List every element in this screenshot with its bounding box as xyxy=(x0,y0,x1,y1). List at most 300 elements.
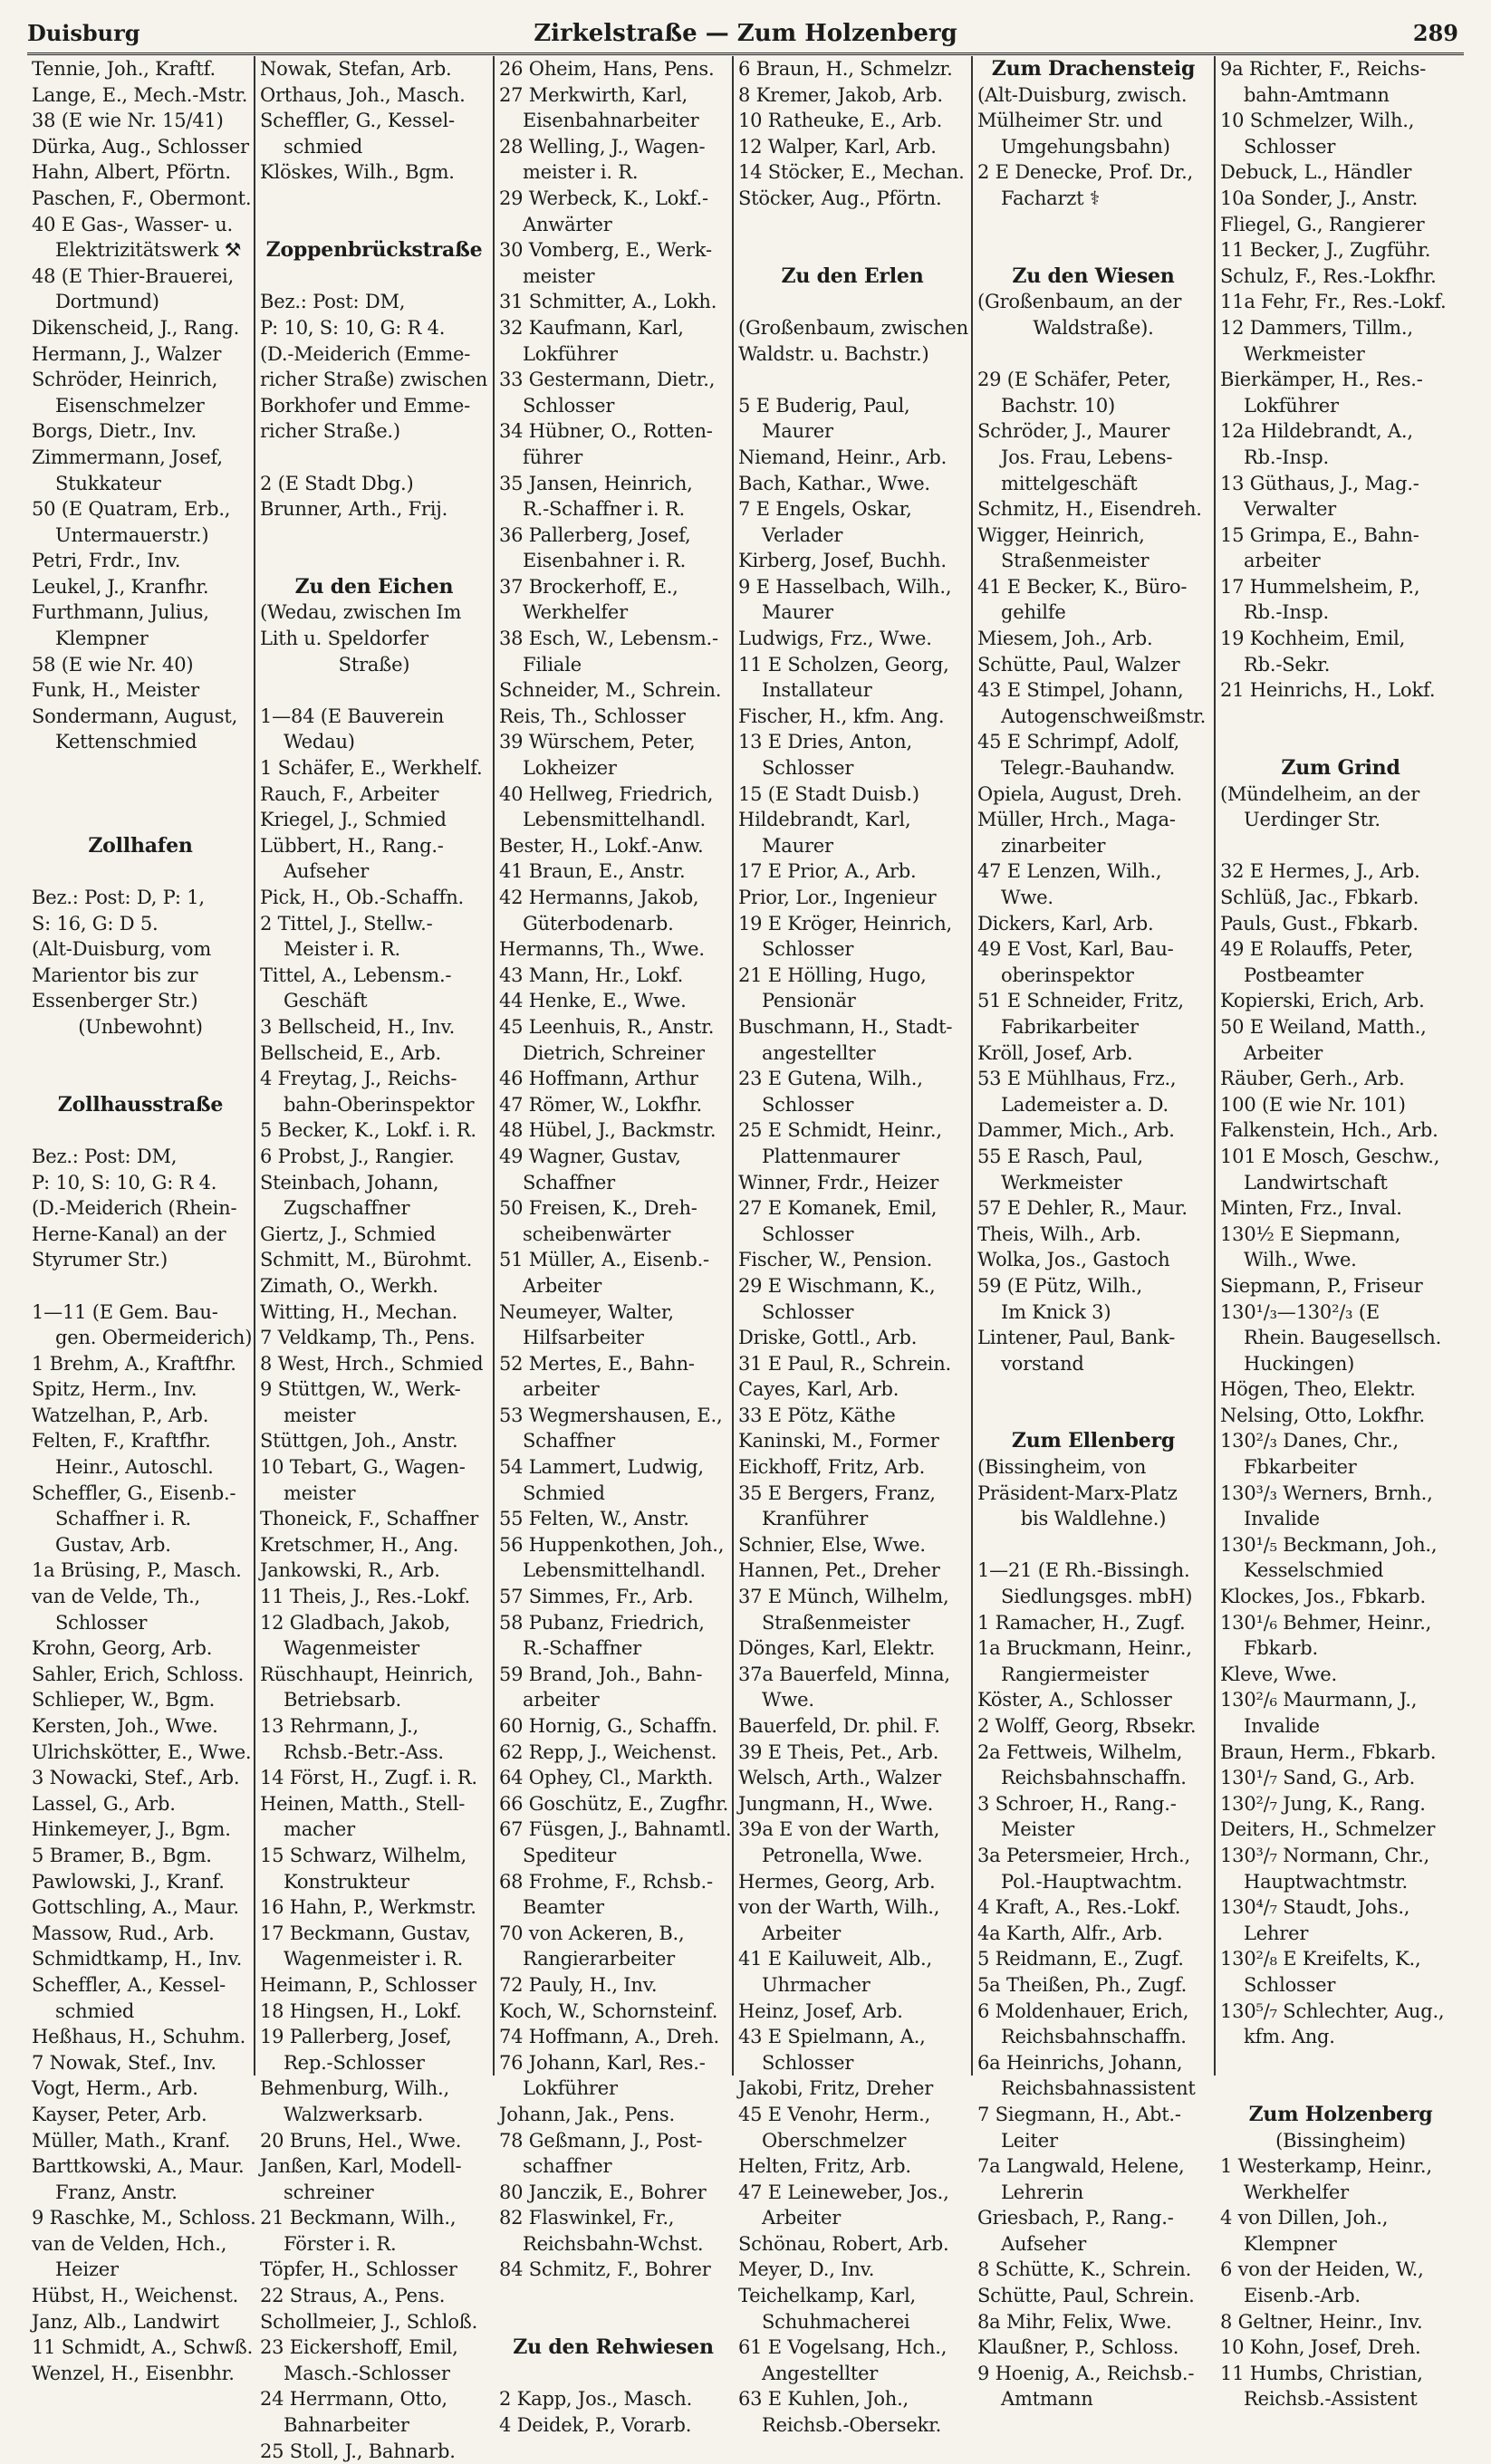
resident-entry: Fischer, W., Pension. xyxy=(738,1249,933,1271)
resident-entry: 11a Fehr, Fr., Res.-Lokf. xyxy=(1220,291,1447,313)
resident-entry: 14 Stöcker, E., Mechan. xyxy=(738,161,965,184)
entry-continuation: angestellter xyxy=(762,1041,876,1064)
entry-continuation: Reichsbahnschaffn. xyxy=(1001,1767,1187,1789)
resident-entry: 36 Pallerberg, Josef, xyxy=(499,523,691,546)
resident-entry: 46 Hoffmann, Arthur xyxy=(499,1068,698,1090)
resident-entry: 74 Hoffmann, A., Dreh. xyxy=(499,2026,720,2048)
resident-entry: 6 Moldenhauer, Erich, xyxy=(977,1999,1189,2022)
resident-entry: 5 E Buderig, Paul, xyxy=(738,394,910,417)
entry-continuation: Spediteur xyxy=(523,1844,617,1866)
entry-continuation: Kesselschmied xyxy=(1244,1559,1384,1582)
entry-continuation: Förster i. R. xyxy=(284,2232,397,2255)
resident-entry: 42 Hermanns, Jakob, xyxy=(499,887,699,908)
entry-continuation: Meister i. R. xyxy=(284,938,400,961)
resident-entry: (Alt-Duisburg, vom xyxy=(32,938,212,961)
entry-continuation: Invalide xyxy=(1244,1715,1320,1737)
entry-continuation: Schaffner xyxy=(523,1171,615,1194)
resident-entry: 44 Henke, E., Wwe. xyxy=(499,990,687,1012)
resident-entry: 13 Güthaus, J., Mag.- xyxy=(1220,472,1419,494)
street-note: (Unbewohnt) xyxy=(78,1015,203,1038)
entry-continuation: Schaffner xyxy=(523,1430,615,1453)
spacer xyxy=(1220,2076,1461,2102)
resident-entry: Schlüß, Jac., Fbkarb. xyxy=(1220,887,1419,908)
resident-entry: Koch, W., Schornsteinf. xyxy=(499,1999,718,2022)
resident-entry: 45 E Schrimpf, Adolf, xyxy=(977,731,1180,753)
resident-entry: S: 16, G: D 5. xyxy=(32,912,159,935)
resident-entry: 11 Becker, J., Zugführ. xyxy=(1220,239,1431,262)
resident-entry: Hannen, Pet., Dreher xyxy=(738,1559,940,1582)
resident-entry: 25 E Schmidt, Heinr., xyxy=(738,1119,942,1142)
entry-continuation: Werkmeister xyxy=(1001,1171,1122,1194)
resident-entry: Töpfer, H., Schlosser xyxy=(260,2258,457,2281)
resident-entry: Kersten, Joh., Wwe. xyxy=(32,1715,218,1737)
entry-continuation: Bachstr. 10) xyxy=(1001,394,1116,417)
spacer xyxy=(977,341,1209,368)
entry-continuation: Fbkarb. xyxy=(1244,1637,1319,1660)
resident-entry: Kaninski, M., Former xyxy=(738,1430,939,1453)
resident-entry: 1a Bruckmann, Heinr., xyxy=(977,1637,1192,1660)
resident-entry: 10 Tebart, G., Wagen- xyxy=(260,1456,466,1479)
resident-entry: 50 (E Quatram, Erb., xyxy=(32,498,231,521)
entry-continuation: Schlosser xyxy=(523,394,615,417)
resident-entry: 2 Kapp, Jos., Masch. xyxy=(499,2388,693,2411)
resident-entry: 47 Römer, W., Lokfhr. xyxy=(499,1093,703,1116)
resident-entry: Zimmermann, Josef, xyxy=(32,446,223,468)
entry-continuation: Konstrukteur xyxy=(284,1870,409,1893)
entry-continuation: Wagenmeister i. R. xyxy=(284,1948,464,1970)
spacer xyxy=(260,523,488,549)
resident-entry: 40 Hellweg, Friedrich, xyxy=(499,782,714,805)
resident-entry: Opiela, August, Dreh. xyxy=(977,782,1182,805)
entry-continuation: Beamter xyxy=(523,1896,604,1919)
resident-entry: 38 (E wie Nr. 15/41) xyxy=(32,110,224,132)
resident-entry: Debuck, L., Händler xyxy=(1220,161,1412,184)
resident-entry: 1 Schäfer, E., Werkhelf. xyxy=(260,757,483,780)
entry-continuation: Telegr.-Bauhandw. xyxy=(1001,757,1176,780)
resident-entry: 19 Pallerberg, Josef, xyxy=(260,2026,452,2048)
resident-entry: Steinbach, Johann, xyxy=(260,1171,439,1194)
resident-entry: Schnier, Else, Wwe. xyxy=(738,1533,926,1556)
resident-entry: 1—11 (E Gem. Bau- xyxy=(32,1300,218,1323)
resident-entry: Heßhaus, H., Schuhm. xyxy=(32,2026,246,2048)
resident-entry: 10 Schmelzer, Wilh., xyxy=(1220,110,1415,132)
resident-entry: 17 Beckmann, Gustav, xyxy=(260,1922,471,1944)
resident-entry: 55 Felten, W., Anstr. xyxy=(499,1508,689,1530)
resident-entry: 130⁴/₇ Staudt, Johs., xyxy=(1220,1896,1410,1919)
resident-entry: Teichelkamp, Karl, xyxy=(738,2285,916,2307)
resident-entry: 45 Leenhuis, R., Anstr. xyxy=(499,1015,715,1038)
resident-entry: 26 Oheim, Hans, Pens. xyxy=(499,58,715,80)
resident-entry: Schütte, Paul, Schrein. xyxy=(977,2285,1195,2307)
entry-continuation: vorstand xyxy=(1001,1352,1084,1375)
resident-entry: Nelsing, Otto, Lokfhr. xyxy=(1220,1404,1426,1426)
resident-entry: Buschmann, H., Stadt- xyxy=(738,1015,953,1038)
entry-continuation: Gustav, Arb. xyxy=(55,1533,171,1556)
resident-entry: 130¹/₆ Behmer, Heinr., xyxy=(1220,1611,1432,1634)
entry-continuation: Bahnarbeiter xyxy=(284,2414,409,2437)
resident-entry: 41 Braun, E., Anstr. xyxy=(499,860,686,883)
resident-entry: 130³/₇ Normann, Chr., xyxy=(1220,1844,1430,1866)
entry-continuation: Pensionär xyxy=(762,990,856,1012)
street-heading: Zu den Wiesen xyxy=(1012,264,1175,288)
spacer xyxy=(32,807,249,833)
resident-entry: Köster, A., Schlosser xyxy=(977,1689,1172,1711)
spacer xyxy=(738,289,967,315)
resident-entry: 7a Langwald, Helene, xyxy=(977,2155,1185,2178)
entry-continuation: Schmied xyxy=(523,1481,605,1504)
resident-entry: Schröder, Heinrich, xyxy=(32,369,218,391)
entry-continuation: R.-Schaffner i. R. xyxy=(523,498,685,521)
resident-entry: 9 Raschke, M., Schloss. xyxy=(32,2207,256,2229)
resident-entry: Witting, H., Mechan. xyxy=(260,1300,458,1323)
resident-entry: Fliegel, G., Rangierer xyxy=(1220,213,1425,235)
entry-continuation: Aufseher xyxy=(284,860,370,883)
resident-entry: 37a Bauerfeld, Minna, xyxy=(738,1663,950,1685)
entry-continuation: Heizer xyxy=(55,2258,119,2281)
resident-entry: 12a Hildebrandt, A., xyxy=(1220,420,1413,443)
entry-continuation: Autogenschweißmstr. xyxy=(1001,705,1207,727)
resident-entry: 17 E Prior, A., Arb. xyxy=(738,860,917,883)
resident-entry: 47 E Leineweber, Jos., xyxy=(738,2181,949,2203)
resident-entry: Fischer, H., kfm. Ang. xyxy=(738,705,945,727)
resident-entry: Miesem, Joh., Arb. xyxy=(977,628,1153,650)
resident-entry: Welsch, Arth., Walzer xyxy=(738,1767,941,1789)
entry-continuation: Facharzt ⚕ xyxy=(1001,187,1101,209)
entry-continuation: Reichsb.-Obersekr. xyxy=(762,2414,942,2437)
resident-entry: Driske, Gottl., Arb. xyxy=(738,1327,918,1349)
resident-entry: Wigger, Heinrich, xyxy=(977,523,1145,546)
resident-entry: Stöcker, Aug., Pförtn. xyxy=(738,187,942,209)
directory-column-4 xyxy=(734,56,973,2437)
resident-entry: 5 Bramer, B., Bgm. xyxy=(32,1844,212,1866)
directory-column-6 xyxy=(1216,56,1466,2411)
resident-entry: 68 Frohme, F., Rchsb.- xyxy=(499,1870,713,1893)
resident-entry: Griesbach, P., Rang.- xyxy=(977,2207,1174,2229)
resident-entry: Hermann, J., Walzer xyxy=(32,342,222,365)
spacer xyxy=(977,212,1209,238)
resident-entry: Lübbert, H., Rang.- xyxy=(260,834,444,857)
spacer xyxy=(260,548,488,574)
spacer xyxy=(738,367,967,393)
resident-entry: 57 E Dehler, R., Maur. xyxy=(977,1197,1188,1220)
entry-continuation: Schaffner i. R. xyxy=(55,1508,191,1530)
resident-entry: 58 (E wie Nr. 40) xyxy=(32,653,194,676)
entry-continuation: Lehrer xyxy=(1244,1922,1309,1944)
entry-continuation: schmied xyxy=(55,1999,135,2022)
resident-entry: Furthmann, Julius, xyxy=(32,601,209,624)
resident-entry: Bauerfeld, Dr. phil. F. xyxy=(738,1715,940,1737)
entry-continuation: bahn-Oberinspektor xyxy=(284,1093,475,1116)
entry-continuation: gehilfe xyxy=(1001,601,1066,624)
directory-column-2 xyxy=(255,56,495,2462)
resident-entry: 5 Becker, K., Lokf. i. R. xyxy=(260,1119,476,1142)
header-city: Duisburg xyxy=(27,20,140,46)
resident-entry: Sondermann, August, xyxy=(32,705,238,727)
entry-continuation: Reichsbahn-Wchst. xyxy=(523,2232,704,2255)
resident-entry: Braun, Herm., Fbkarb. xyxy=(1220,1740,1437,1763)
entry-continuation: Oberschmelzer xyxy=(762,2129,907,2152)
resident-entry: Bach, Kathar., Wwe. xyxy=(738,472,930,494)
resident-entry: 9 Stüttgen, W., Werk- xyxy=(260,1378,461,1401)
resident-entry: 67 Füsgen, J., Bahnamtl. xyxy=(499,1818,732,1841)
resident-entry: 100 (E wie Nr. 101) xyxy=(1220,1093,1406,1116)
resident-entry: 32 E Hermes, J., Arb. xyxy=(1220,860,1420,883)
resident-entry: Janz, Alb., Landwirt xyxy=(32,2310,219,2333)
resident-entry: 23 E Gutena, Wilh., xyxy=(738,1068,923,1090)
resident-entry: 59 (E Pütz, Wilh., xyxy=(977,1274,1143,1297)
entry-continuation: schaffner xyxy=(523,2155,612,2178)
resident-entry: 12 Walper, Karl, Arb. xyxy=(738,135,937,158)
resident-entry: 10a Sonder, J., Anstr. xyxy=(1220,187,1419,209)
resident-entry: 1 Brehm, A., Kraftfhr. xyxy=(32,1352,236,1375)
entry-continuation: Reichsbahnassistent xyxy=(1001,2077,1196,2100)
resident-entry: 38 Esch, W., Lebensm.- xyxy=(499,628,718,650)
resident-entry: 15 (E Stadt Duisb.) xyxy=(738,782,919,805)
resident-entry: Zimath, O., Werkh. xyxy=(260,1274,438,1297)
entry-continuation: Schlosser xyxy=(762,757,854,780)
resident-entry: Gottschling, A., Maur. xyxy=(32,1896,239,1919)
resident-entry: 7 Nowak, Stef., Inv. xyxy=(32,2051,216,2074)
entry-continuation: Aufseher xyxy=(1001,2232,1087,2255)
resident-entry: Dikenscheid, J., Rang. xyxy=(32,316,240,339)
entry-continuation: arbeiter xyxy=(523,1378,600,1401)
resident-entry: Scheffler, G., Kessel- xyxy=(260,110,455,132)
resident-entry: Kröll, Josef, Arb. xyxy=(977,1041,1133,1064)
resident-entry: Barttkowski, A., Maur. xyxy=(32,2155,245,2178)
entry-continuation: scheibenwärter xyxy=(523,1222,671,1245)
entry-continuation: Maurer xyxy=(762,834,833,857)
entry-continuation: Rb.-Insp. xyxy=(1244,446,1329,468)
resident-entry: van de Velde, Th., xyxy=(32,1586,201,1608)
spacer xyxy=(260,212,488,238)
resident-entry: (Alt-Duisburg, zwisch. xyxy=(977,83,1188,106)
entry-continuation: meister xyxy=(284,1404,356,1426)
resident-entry: 32 Kaufmann, Karl, xyxy=(499,316,684,339)
entry-continuation: Pol.-Hauptwachtm. xyxy=(1001,1870,1183,1893)
resident-entry: Wolka, Jos., Gastoch xyxy=(977,1249,1170,1271)
resident-entry: 31 E Paul, R., Schrein. xyxy=(738,1352,951,1375)
resident-entry: (Mündelheim, an der xyxy=(1220,782,1420,805)
resident-entry: Klöskes, Wilh., Bgm. xyxy=(260,161,455,184)
resident-entry: 22 Straus, A., Pens. xyxy=(260,2285,446,2307)
street-heading: Zoppenbrückstraße xyxy=(265,238,483,263)
entry-continuation: Filiale xyxy=(523,653,582,676)
resident-entry: Kleve, Wwe. xyxy=(1220,1663,1337,1685)
resident-entry: Hermanns, Th., Wwe. xyxy=(499,938,705,961)
entry-continuation: Amtmann xyxy=(1001,2388,1093,2411)
street-note: Waldstraße). xyxy=(1033,316,1154,339)
entry-continuation: Wedau) xyxy=(284,731,355,753)
entry-continuation: Dietrich, Schreiner xyxy=(523,1041,705,1064)
resident-entry: Nowak, Stefan, Arb. xyxy=(260,58,452,80)
entry-continuation: Arbeiter xyxy=(762,1922,842,1944)
resident-entry: 27 Merkwirth, Karl, xyxy=(499,83,688,106)
resident-entry: (D.-Meiderich (Emme- xyxy=(260,342,471,365)
resident-entry: 4 von Dillen, Joh., xyxy=(1220,2207,1389,2229)
entry-continuation: Wwe. xyxy=(762,1689,814,1711)
resident-entry: 130½ E Siepmann, xyxy=(1220,1222,1401,1245)
resident-entry: Hildebrandt, Karl, xyxy=(738,809,911,831)
resident-entry: Leukel, J., Kranfhr. xyxy=(32,575,209,598)
entry-continuation: Zugschaffner xyxy=(284,1197,410,1220)
resident-entry: 66 Goschütz, E., Zugfhr. xyxy=(499,1792,729,1815)
resident-entry: Wenzel, H., Eisenbhr. xyxy=(32,2362,235,2384)
resident-entry: Lassel, G., Arb. xyxy=(32,1792,176,1815)
resident-entry: 23 Eickershoff, Emil, xyxy=(260,2336,458,2359)
spacer xyxy=(32,781,249,808)
resident-entry: 4 Freytag, J., Reichs- xyxy=(260,1068,457,1090)
resident-entry: 130³/₃ Werners, Brnh., xyxy=(1220,1481,1433,1504)
entry-continuation: Installateur xyxy=(762,679,872,702)
resident-entry: 13 E Dries, Anton, xyxy=(738,731,912,753)
street-heading: Zu den Erlen xyxy=(781,264,924,288)
resident-entry: Bellscheid, E., Arb. xyxy=(260,1041,441,1064)
resident-entry: 3 Bellscheid, H., Inv. xyxy=(260,1015,456,1038)
resident-entry: 3a Petersmeier, Hrch., xyxy=(977,1844,1191,1866)
resident-entry: 72 Pauly, H., Inv. xyxy=(499,1973,658,1996)
street-heading: Zollhafen xyxy=(88,833,193,858)
entry-continuation: Huckingen) xyxy=(1244,1352,1355,1375)
entry-continuation: Anwärter xyxy=(523,213,612,235)
resident-entry: 58 Pubanz, Friedrich, xyxy=(499,1611,705,1634)
resident-entry: richer Straße) zwischen xyxy=(260,369,488,391)
spacer xyxy=(499,2309,727,2335)
entry-continuation: Schuhmacherei xyxy=(762,2310,910,2333)
entry-continuation: Klempner xyxy=(55,628,149,650)
resident-entry: 9a Richter, F., Reichs- xyxy=(1220,58,1427,80)
street-heading: Zollhausstraße xyxy=(57,1092,224,1117)
resident-entry: 130¹/₅ Beckmann, Joh., xyxy=(1220,1533,1438,1556)
resident-entry: Müller, Math., Kranf. xyxy=(32,2129,231,2152)
resident-entry: Schmidtkamp, H., Inv. xyxy=(32,1948,243,1970)
resident-entry: Bierkämper, H., Res.- xyxy=(1220,369,1423,391)
entry-continuation: bahn-Amtmann xyxy=(1244,83,1390,106)
resident-entry: 16 Hahn, P., Werkmstr. xyxy=(260,1896,476,1919)
resident-entry: Bez.: Post: DM, xyxy=(260,291,406,313)
resident-entry: 101 E Mosch, Geschw., xyxy=(1220,1145,1440,1167)
resident-entry: Klockes, Jos., Fbkarb. xyxy=(1220,1586,1426,1608)
resident-entry: Meyer, D., Inv. xyxy=(738,2258,875,2281)
resident-entry: 6 Probst, J., Rangier. xyxy=(260,1145,455,1167)
resident-entry: Styrumer Str.) xyxy=(32,1249,168,1271)
spacer xyxy=(738,212,967,238)
resident-entry: Räuber, Gerh., Arb. xyxy=(1220,1068,1405,1090)
resident-entry: Giertz, J., Schmied xyxy=(260,1222,436,1245)
resident-entry: 27 E Komanek, Emil, xyxy=(738,1197,938,1220)
resident-entry: 39 Würschem, Peter, xyxy=(499,731,696,753)
resident-entry: P: 10, S: 10, G: R 4. xyxy=(32,1171,217,1194)
entry-continuation: Lokheizer xyxy=(523,757,617,780)
directory-column-3 xyxy=(495,56,734,2437)
entry-continuation: schreiner xyxy=(284,2181,374,2203)
resident-entry: 1 Westerkamp, Heinr., xyxy=(1220,2155,1432,2178)
resident-entry: 24 Herrmann, Otto, xyxy=(260,2388,447,2411)
resident-entry: Heimann, P., Schlosser xyxy=(260,1973,476,1996)
entry-continuation: Maurer xyxy=(762,420,833,443)
spacer xyxy=(499,2283,727,2309)
resident-entry: Schneider, M., Schrein. xyxy=(499,679,722,702)
resident-entry: 52 Mertes, E., Bahn- xyxy=(499,1352,695,1375)
resident-entry: Petri, Frdr., Inv. xyxy=(32,550,181,572)
resident-entry: Kirberg, Josef, Buchh. xyxy=(738,550,947,572)
entry-continuation: Werkmeister xyxy=(1244,342,1365,365)
resident-entry: Pick, H., Ob.-Schaffn. xyxy=(260,887,464,908)
resident-entry: Kriegel, J., Schmied xyxy=(260,809,447,831)
resident-entry: (Bissingheim, von xyxy=(977,1456,1147,1479)
resident-entry: Janßen, Karl, Modell- xyxy=(260,2155,462,2178)
resident-entry: Borkhofer und Emme- xyxy=(260,394,470,417)
entry-continuation: Im Knick 3) xyxy=(1001,1300,1111,1323)
resident-entry: Krohn, Georg, Arb. xyxy=(32,1637,213,1660)
resident-entry: 80 Janczik, E., Bohrer xyxy=(499,2181,707,2203)
resident-entry: P: 10, S: 10, G: R 4. xyxy=(260,316,446,339)
directory-column-1 xyxy=(27,56,256,2384)
entry-continuation: Kranführer xyxy=(762,1508,869,1530)
entry-continuation: Schlosser xyxy=(1244,135,1336,158)
resident-entry: Bester, H., Lokf.-Anw. xyxy=(499,834,704,857)
entry-continuation: Straßenmeister xyxy=(1001,550,1150,572)
entry-continuation: Plattenmaurer xyxy=(762,1145,900,1167)
resident-entry: 19 E Kröger, Heinrich, xyxy=(738,912,953,935)
page-header xyxy=(27,16,1464,55)
entry-continuation: arbeiter xyxy=(523,1689,600,1711)
entry-continuation: Siedlungsges. mbH) xyxy=(1001,1586,1193,1608)
resident-entry: Minten, Frz., Inval. xyxy=(1220,1197,1402,1220)
resident-entry: Bez.: Post: DM, xyxy=(32,1145,178,1167)
entry-continuation: Lebensmittelhandl. xyxy=(523,1559,707,1582)
resident-entry: 130¹/₃—130²/₃ (E xyxy=(1220,1300,1380,1323)
entry-continuation: Reichsb.-Assistent xyxy=(1244,2388,1418,2411)
resident-entry: 17 Hummelsheim, P., xyxy=(1220,575,1420,598)
resident-entry: 63 E Kuhlen, Joh., xyxy=(738,2388,909,2411)
resident-entry: 29 (E Schäfer, Peter, xyxy=(977,369,1171,391)
entry-continuation: Schlosser xyxy=(1244,1973,1336,1996)
entry-continuation: Schlosser xyxy=(762,1222,854,1245)
resident-entry: 13 Rehrmann, J., xyxy=(260,1715,418,1737)
entry-continuation: Jos. Frau, Lebens- xyxy=(1001,446,1173,468)
resident-entry: 54 Lammert, Ludwig, xyxy=(499,1456,704,1479)
resident-entry: Lith u. Speldorfer xyxy=(260,628,428,650)
resident-entry: Präsident-Marx-Platz xyxy=(977,1481,1178,1504)
spacer xyxy=(1220,729,1461,755)
resident-entry: 33 Gestermann, Dietr., xyxy=(499,369,716,391)
resident-entry: 6a Heinrichs, Johann, xyxy=(977,2051,1183,2074)
resident-entry: Falkenstein, Hch., Arb. xyxy=(1220,1119,1438,1142)
entry-continuation: R.-Schaffner xyxy=(523,1637,641,1660)
resident-entry: 39a E von der Warth, xyxy=(738,1818,940,1841)
resident-entry: Heinz, Josef, Arb. xyxy=(738,1999,903,2022)
resident-entry: 50 E Weiland, Matth., xyxy=(1220,1015,1427,1038)
resident-entry: 21 E Hölling, Hugo, xyxy=(738,964,927,986)
resident-entry: 43 E Spielmann, A., xyxy=(738,2026,926,2048)
entry-continuation: Leiter xyxy=(1001,2129,1058,2152)
resident-entry: 21 Heinrichs, H., Lokf. xyxy=(1220,679,1436,702)
resident-entry: Helten, Fritz, Arb. xyxy=(738,2155,911,2178)
entry-continuation: Franz, Anstr. xyxy=(55,2181,178,2203)
spacer xyxy=(977,1376,1209,1403)
entry-continuation: Verwalter xyxy=(1244,498,1337,521)
resident-entry: 61 E Vogelsang, Hch., xyxy=(738,2336,948,2359)
resident-entry: 7 E Engels, Oskar, xyxy=(738,498,912,521)
entry-continuation: Reichsbahnschaffn. xyxy=(1001,2026,1187,2048)
resident-entry: (Wedau, zwischen Im xyxy=(260,601,462,624)
resident-entry: 78 Geßmann, J., Post- xyxy=(499,2129,703,2152)
resident-entry: 45 E Venohr, Herm., xyxy=(738,2103,931,2125)
resident-entry: (D.-Meiderich (Rhein- xyxy=(32,1197,237,1220)
resident-entry: 11 Schmidt, A., Schwß. xyxy=(32,2336,254,2359)
entry-continuation: Fbkarbeiter xyxy=(1244,1456,1357,1479)
resident-entry: 8 Geltner, Heinr., Inv. xyxy=(1220,2310,1423,2333)
